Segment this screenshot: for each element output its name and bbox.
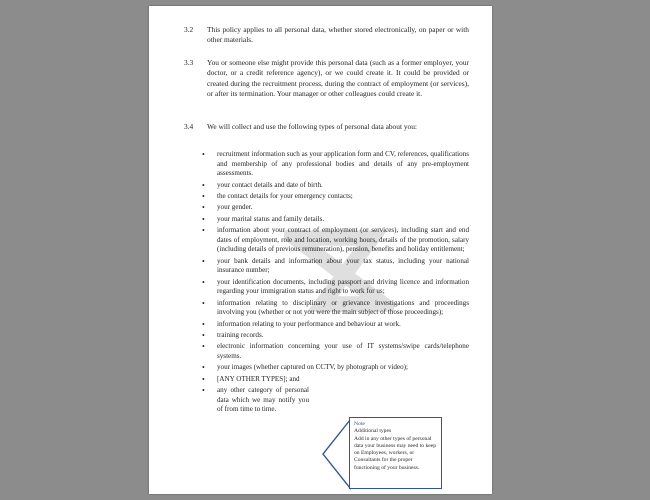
- note-subtitle: Additional types: [354, 428, 392, 435]
- list-item-text: your images (whether captured on CCTV, by photograph or video);: [217, 363, 408, 372]
- clause-text: We will collect and use the following types of personal data about you:: [207, 122, 417, 131]
- list-item: [199, 386, 309, 415]
- bullet-icon: •: [202, 374, 205, 384]
- bullet-icon: •: [202, 331, 205, 341]
- list-item: [199, 375, 327, 385]
- clause-3-4: [184, 122, 469, 132]
- list-item: [199, 192, 469, 202]
- clause-3-2: [184, 25, 469, 46]
- clause-number: 3.2: [184, 25, 194, 34]
- list-item-text: information relating to disciplinary or grievance investigations and proceedings involving you (whether or not you were the main subject of those proceedings);: [217, 298, 469, 317]
- clause-3-3: [184, 58, 469, 99]
- list-item: [199, 320, 469, 330]
- list-item: [199, 226, 469, 255]
- bullet-icon: •: [202, 203, 205, 213]
- list-item-text: the contact details for your emergency contacts;: [217, 191, 353, 200]
- list-item: [199, 331, 469, 341]
- clause-number: 3.4: [184, 122, 194, 131]
- clause-text: You or someone else might provide this personal data (such as a former employer, your doctor, or a credit reference agency), or we could create it. It could be provided or created during the recruitment process, during the contract of employment (or services), or after its termination. Your manager or other colleagues could create it.: [207, 58, 469, 98]
- document-page: [149, 6, 492, 494]
- bullet-icon: •: [202, 342, 205, 352]
- bullet-icon: •: [202, 150, 205, 159]
- bullet-icon: •: [202, 256, 205, 266]
- bullet-icon: •: [202, 386, 205, 396]
- note-title: Note: [354, 421, 365, 427]
- bullet-icon: •: [202, 363, 205, 373]
- list-item-text: your marital status and family details.: [217, 214, 325, 223]
- list-item-text: recruitment information such as your application form and CV, references, qualifications and membership of any professional bodies and details of any pre-employment assessments.: [217, 150, 469, 178]
- list-item: [199, 257, 469, 276]
- list-item-text: your bank details and information about your tax status, including your national insurance number;: [217, 256, 469, 275]
- list-item: [199, 342, 469, 361]
- list-item: [199, 181, 469, 191]
- list-item: [199, 363, 469, 373]
- bullet-icon: •: [202, 214, 205, 224]
- list-item-text: [ANY OTHER TYPES]; and: [217, 374, 300, 383]
- list-item-text: your identification documents, including passport and driving licence and information regarding your immigration status and right to work for us;: [217, 277, 469, 296]
- list-item-text: training records.: [217, 331, 264, 340]
- bullet-icon: •: [202, 226, 205, 236]
- list-item-text: information relating to your performance and behaviour at work.: [217, 319, 401, 328]
- note-body: Add in any other types of personal data your business may need to keep on Employees, workers, or Consultants for the proper functioning of your business.: [354, 435, 437, 471]
- list-item: [199, 150, 469, 179]
- bullet-icon: •: [202, 277, 205, 287]
- list-item: [199, 203, 469, 213]
- list-item-text: your gender.: [217, 203, 253, 212]
- bullet-icon: •: [202, 191, 205, 201]
- list-item-text: any other category of personal data which we may notify you of from time to time.: [217, 386, 309, 414]
- bullet-icon: •: [202, 319, 205, 329]
- personal-data-list: [199, 150, 469, 417]
- list-item: [199, 278, 469, 297]
- list-item: [199, 299, 469, 318]
- bullet-icon: •: [202, 180, 205, 190]
- list-item: [199, 215, 469, 225]
- list-item-text: electronic information concerning your use of IT systems/swipe cards/telephone systems.: [217, 342, 469, 361]
- note-callout: [349, 417, 442, 489]
- list-item-text: information about your contract of employment (or services), including start and end dates of employment, role and location, working hours, details of the promotion, salary (including details of previous remuneration), pension, benefits and holiday entitlement;: [217, 226, 469, 254]
- bullet-icon: •: [202, 298, 205, 308]
- list-item-text: your contact details and date of birth.: [217, 180, 323, 189]
- clause-number: 3.3: [184, 58, 194, 67]
- clause-text: This policy applies to all personal data, whether stored electronically, on paper or with other materials.: [207, 25, 469, 45]
